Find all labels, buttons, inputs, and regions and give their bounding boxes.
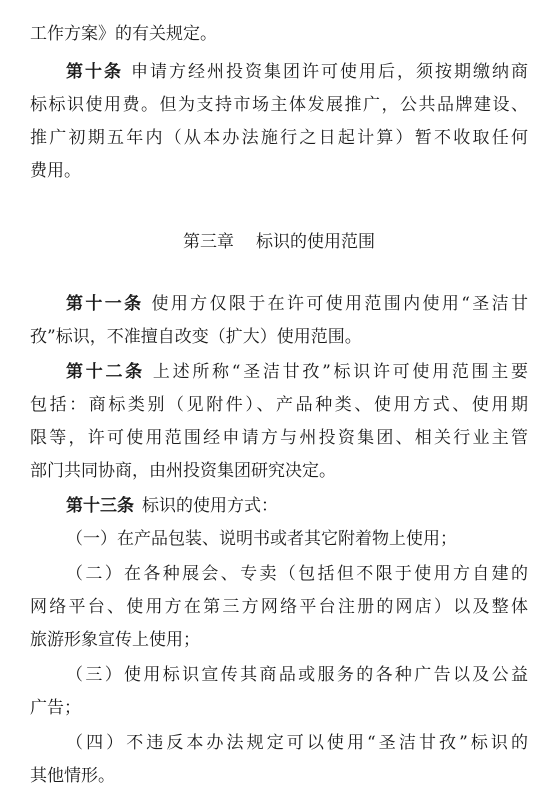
text-line: 旅游形象宣传上使用； [30, 630, 200, 650]
article-12-label: 第十二条 [66, 362, 145, 382]
list-item-4: （四）不违反本办法规定可以使用“圣洁甘孜”标识的 [66, 733, 528, 753]
text-line: 标标识使用费。但为支持市场主体发展推广，公共品牌建设、 [30, 95, 528, 115]
text-line: 广告； [30, 698, 81, 718]
text-line: 网络平台、使用方在第三方网络平台注册的网店）以及整体 [30, 597, 528, 617]
text-line: 部门共同协商，由州投资集团研究决定。 [30, 461, 336, 481]
chapter-title: 标识的使用范围 [256, 232, 375, 252]
text-line: 限等，许可使用范围经申请方与州投资集团、相关行业主管 [30, 428, 528, 448]
article-13-line-1 [66, 490, 528, 522]
text-line: 包括：商标类别（见附件）、产品种类、使用方式、使用期 [30, 395, 528, 415]
article-12-text: 上述所称“圣洁甘孜”标识许可使用范围主要 [152, 362, 528, 382]
text-line: 孜”标识，不准擅自改变（扩大）使用范围。 [30, 327, 362, 347]
list-item-2: （二）在各种展会、专卖（包括但不限于使用方自建的 [66, 564, 528, 584]
text-line: 工作方案》的有关规定。 [30, 24, 217, 44]
list-item-3: （三）使用标识宣传其商品或服务的各种广告以及公益 [66, 665, 528, 685]
article-13-text: 标识的使用方式： [142, 496, 278, 516]
chapter-number: 第三章 [183, 232, 234, 252]
article-13-label: 第十三条 [66, 496, 134, 516]
article-10-label: 第十条 [66, 62, 123, 82]
article-10-text: 申请方经州投资集团许可使用后，须按期缴纳商 [131, 62, 528, 82]
list-item-1: （一）在产品包装、说明书或者其它附着物上使用； [66, 529, 457, 549]
article-11-label: 第十一条 [66, 294, 144, 314]
text-line: 费用。 [30, 161, 81, 181]
article-11-line-1 [66, 288, 528, 320]
chapter-heading [0, 226, 558, 258]
article-10-line-1 [66, 56, 528, 88]
text-line: 推广初期五年内（从本办法施行之日起计算）暂不收取任何 [30, 128, 528, 148]
article-12-line-1 [66, 356, 528, 388]
article-11-text: 使用方仅限于在许可使用范围内使用“圣洁甘 [151, 294, 528, 314]
text-line: 其他情形。 [30, 766, 115, 786]
